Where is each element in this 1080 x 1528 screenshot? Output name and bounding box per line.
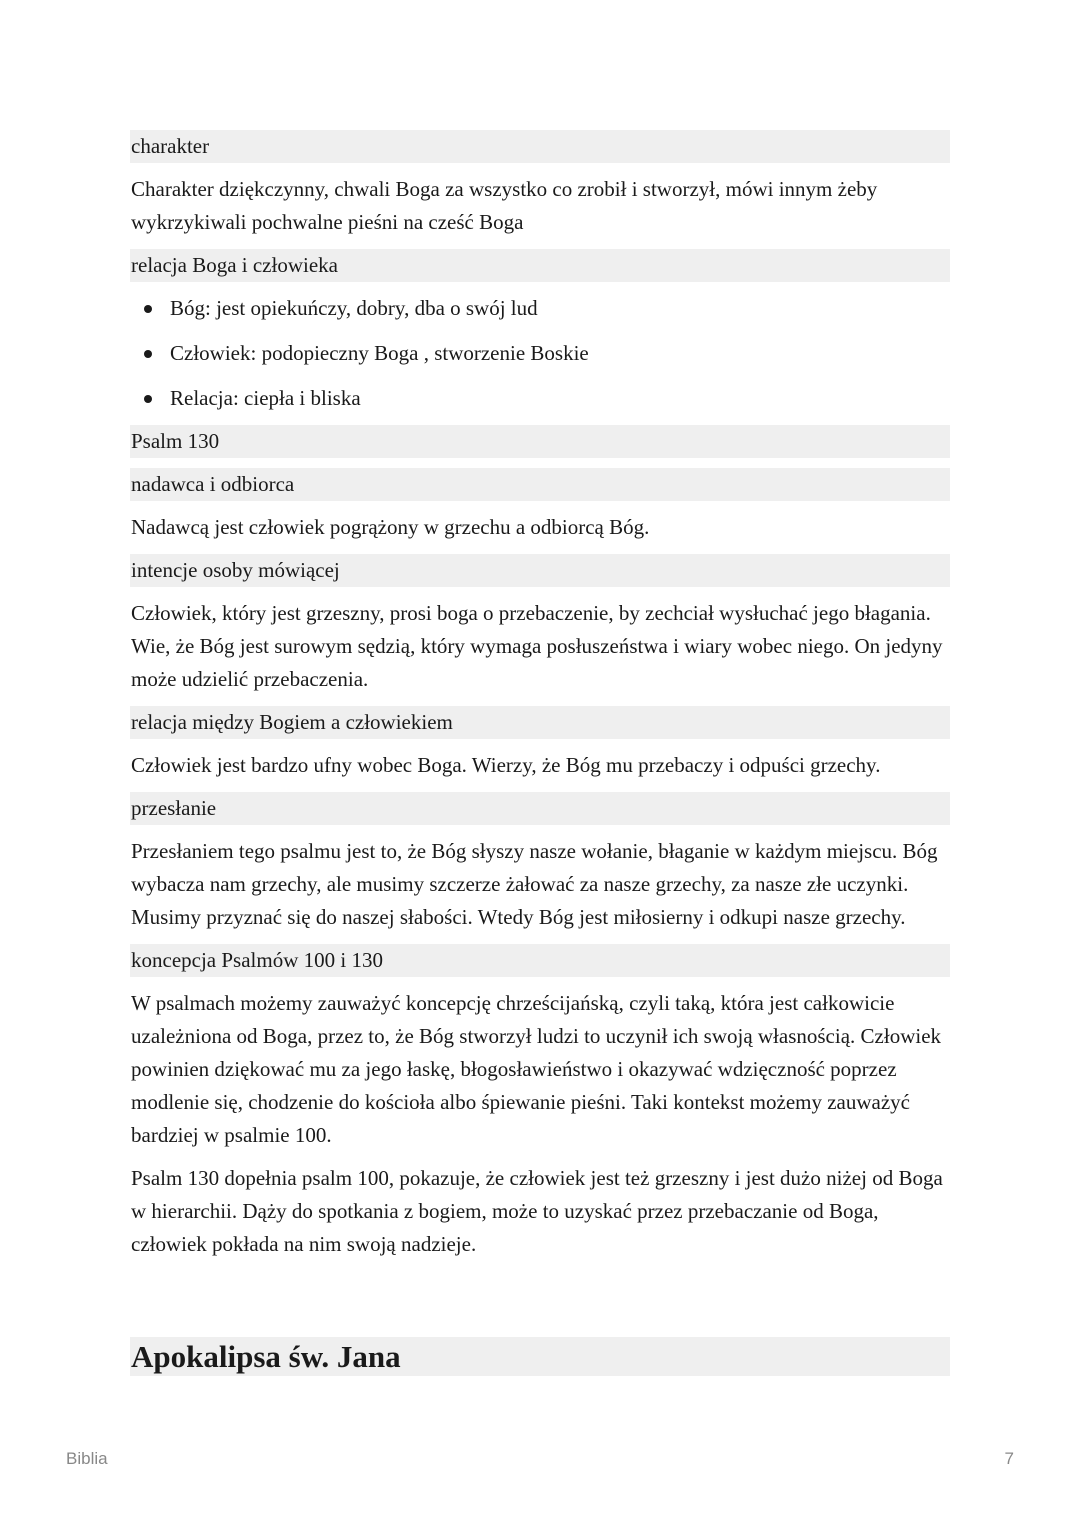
list-item — [130, 292, 950, 325]
relacja-bullet-list — [130, 292, 950, 415]
footer-document-title: Biblia — [66, 1449, 108, 1468]
paragraph-koncepcja-2: Psalm 130 dopełnia psalm 100, pokazuje, że człowiek jest też grzeszny i jest dużo niżej od Boga w hierarchii. Dąży do spotkania z bogiem, może to uzyskać przez przebaczanie od Boga, człowiek pokłada na nim swoją nadzieje. — [131, 1166, 943, 1256]
label-koncepcja: koncepcja Psalmów 100 i 130 — [130, 944, 950, 977]
label-charakter: charakter — [130, 130, 950, 163]
paragraph-koncepcja-1: W psalmach możemy zauważyć koncepcję chrześcijańską, czyli taką, która jest całkowicie uzależniona od Boga, przez to, że Bóg stworzył ludzi to uczynił ich swoją własnością. Człowiek powinien dziękować mu za jego łaskę, błogosławieństwo i okazywać wdzięczność poprzez modlenie się, chodzenie do kościoła albo śpiewanie pieśni. Taki kontekst możemy zauważyć bardziej w psalmie 100. — [131, 991, 942, 1147]
label-intencje: intencje osoby mówiącej — [130, 554, 950, 587]
footer-page-number: 7 — [1004, 1449, 1014, 1468]
list-item — [130, 382, 950, 415]
list-item-text: Bóg: jest opiekuńczy, dobry, dba o swój lud — [170, 296, 538, 320]
paragraph-przeslanie: Przesłaniem tego psalmu jest to, że Bóg słyszy nasze wołanie, błaganie w każdym miejscu. Bóg wybacza nam grzechy, ale musimy szczerze żałować za nasze grzechy, za nasze złe uczynki. Musimy przyznać się do naszej słabości. Wtedy Bóg jest miłosierny i odkupi nasze grzechy. — [131, 839, 938, 929]
label-przeslanie: przesłanie — [130, 792, 950, 825]
list-item — [130, 337, 950, 370]
paragraph-nadawca: Nadawcą jest człowiek pogrążony w grzechu a odbiorcą Bóg. — [131, 515, 650, 539]
label-relacja-boga-i-czlowieka: relacja Boga i człowieka — [130, 249, 950, 282]
label-relacja-miedzy-bogiem-a-czlowiekiem: relacja między Bogiem a człowiekiem — [130, 706, 950, 739]
section-heading-apokalipsa: Apokalipsa św. Jana — [130, 1337, 950, 1376]
label-psalm-130: Psalm 130 — [130, 425, 950, 458]
list-item-text: Relacja: ciepła i bliska — [170, 386, 361, 410]
bullet-icon — [144, 395, 152, 403]
paragraph-charakter: Charakter dziękczynny, chwali Boga za wszystko co zrobił i stworzył, mówi innym żeby wykrzykiwali pochwalne pieśni na cześć Boga — [131, 177, 878, 234]
bullet-icon — [144, 305, 152, 313]
paragraph-intencje: Człowiek, który jest grzeszny, prosi boga o przebaczenie, by zechciał wysłuchać jego błagania. Wie, że Bóg jest surowym sędzią, który wymaga posłuszeństwa i wiary wobec niego. On jedyny może udzielić przebaczenia. — [131, 601, 943, 691]
paragraph-relacja: Człowiek jest bardzo ufny wobec Boga. Wierzy, że Bóg mu przebaczy i odpuści grzechy. — [131, 753, 881, 777]
label-nadawca-i-odbiorca: nadawca i odbiorca — [130, 468, 950, 501]
document-body — [130, 130, 950, 1271]
list-item-text: Człowiek: podopieczny Boga , stworzenie Boskie — [170, 341, 589, 365]
bullet-icon — [144, 350, 152, 358]
